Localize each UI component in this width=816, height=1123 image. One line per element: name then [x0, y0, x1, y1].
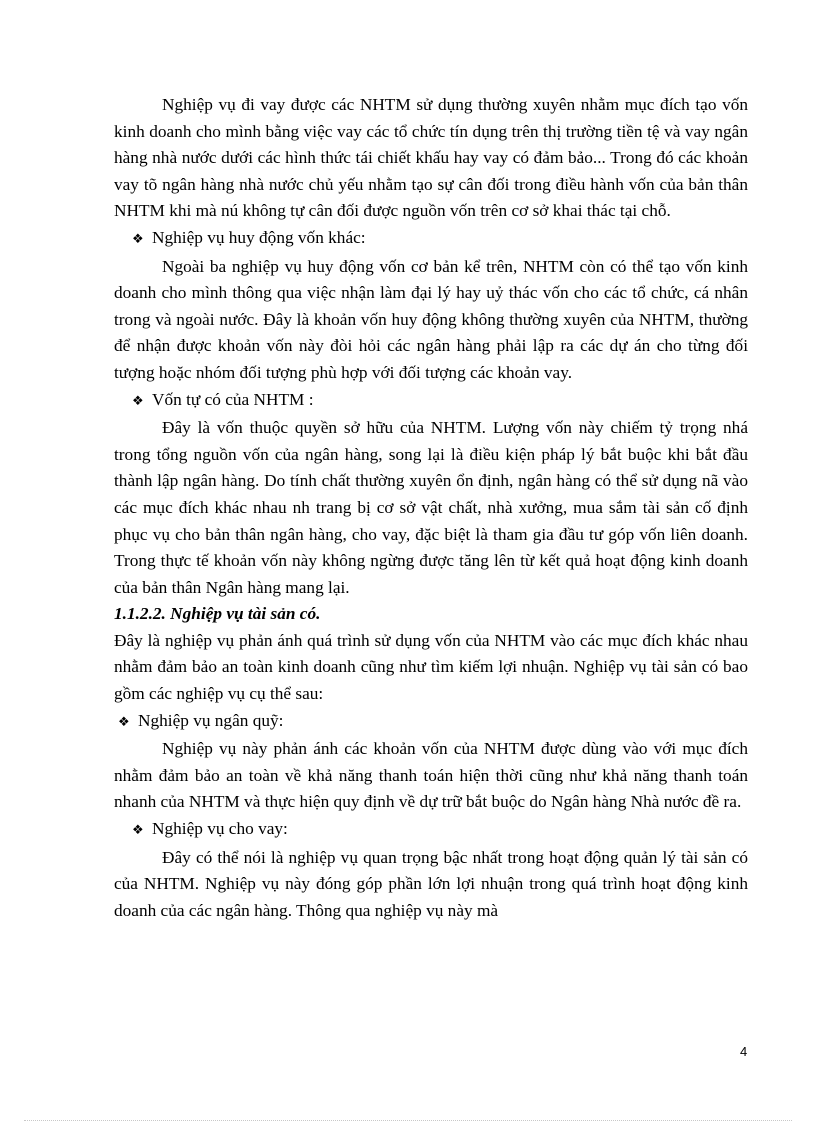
bullet-equity-text: Vốn tự có của NHTM :: [152, 389, 314, 409]
bullet-other-mobilization-text: Nghiệp vụ huy động vốn khác:: [152, 227, 366, 247]
bullet-lending: [114, 816, 748, 845]
paragraph-lending: Đây có thể nói là nghiệp vụ quan trọng bậc nhất trong hoạt động quản lý tài sản có của NHTM. Nghiệp vụ này đóng góp phần lớn lợi nhuận trong quá trình hoạt động kinh doanh của các ngân hàng. Thông qua nghiệp vụ này mà: [114, 847, 748, 920]
paragraph-borrowing: Nghiệp vụ đi vay được các NHTM sử dụng thường xuyên nhằm mục đích tạo vốn kinh doanh cho mình bằng việc vay các tổ chức tín dụng trên thị trường tiền tệ và vay ngân hàng nhà nước dưới các hình thức tái chiết khấu hay vay có đảm bảo... Trong đó các khoản vay tõ ngân hàng nhà nước chủ yếu nhằm tạo sự cân đối trong điều hành vốn của bản thân NHTM khi mà nú không tự cân đối được nguồn vốn trên cơ sở khai thác tại chỗ.: [114, 95, 748, 221]
diamond-bullet-icon: ❖: [118, 714, 130, 730]
page-number: 4: [740, 1044, 748, 1059]
paragraph-assets-intro: Đây là nghiệp vụ phản ánh quá trình sử dụng vốn của NHTM vào các mục đích khác nhau nhằm đảm bảo an toàn kinh doanh cũng như tìm kiếm lợi nhuận. Nghiệp vụ tài sản có bao gồm các nghiệp vụ cụ thể sau:: [114, 630, 748, 704]
bullet-other-mobilization: [114, 225, 748, 254]
bullet-lending-text: Nghiệp vụ cho vay:: [152, 819, 288, 839]
paragraph-other-mobilization: Ngoài ba nghiệp vụ huy động vốn cơ bản kể trên, NHTM còn có thể tạo vốn kinh doanh cho mình thông qua việc nhận làm đại lý hay uỷ thác vốn cho các tổ chức, cá nhân trong và ngoài nước. Đây là khoản vốn huy động không thường xuyên của NHTM, thường để nhận được khoản vốn này đòi hỏi các ngân hàng phải lập ra các dự án cho từng đối tượng hoặc nhóm đối tượng phù hợp với đối tượng các khoản vay.: [114, 256, 748, 382]
diamond-bullet-icon: ❖: [132, 823, 144, 839]
footer-divider: [24, 1120, 792, 1121]
section-heading-assets: 1.1.2.2. Nghiệp vụ tài sản có.: [114, 604, 321, 624]
page-body: [114, 92, 748, 924]
paragraph-treasury: Nghiệp vụ này phản ánh các khoản vốn của NHTM được dùng vào với mục đích nhằm đảm bảo an toàn về khả năng thanh toán hiện thời cũng như khả năng thanh toán nhanh của NHTM và thực hiện quy định về dự trữ bắt buộc do Ngân hàng Nhà nước đề ra.: [114, 739, 748, 812]
diamond-bullet-icon: ❖: [132, 231, 144, 247]
paragraph-equity: Đây là vốn thuộc quyền sở hữu của NHTM. Lượng vốn này chiếm tỷ trọng nhá trong tổng nguồn vốn của ngân hàng, song lại là điều kiện pháp lý bắt buộc khi bắt đầu thành lập ngân hàng. Do tính chất thường xuyên ổn định, ngân hàng có thể sử dụng nã vào các mục đích khác nhau nh trang bị cơ sở vật chất, nhà xưởng, mua sắm tài sản cố định phục vụ cho bản thân ngân hàng, cho vay, đặc biệt là tham gia đầu tư góp vốn liên doanh. Trong thực tế khoản vốn này không ngừng được tăng lên từ kết quả hoạt động kinh doanh của bản thân Ngân hàng mang lại.: [114, 418, 748, 597]
bullet-equity: [114, 387, 748, 416]
bullet-treasury: [114, 708, 748, 737]
bullet-treasury-text: Nghiệp vụ ngân quỹ:: [138, 710, 284, 730]
diamond-bullet-icon: ❖: [132, 393, 144, 409]
